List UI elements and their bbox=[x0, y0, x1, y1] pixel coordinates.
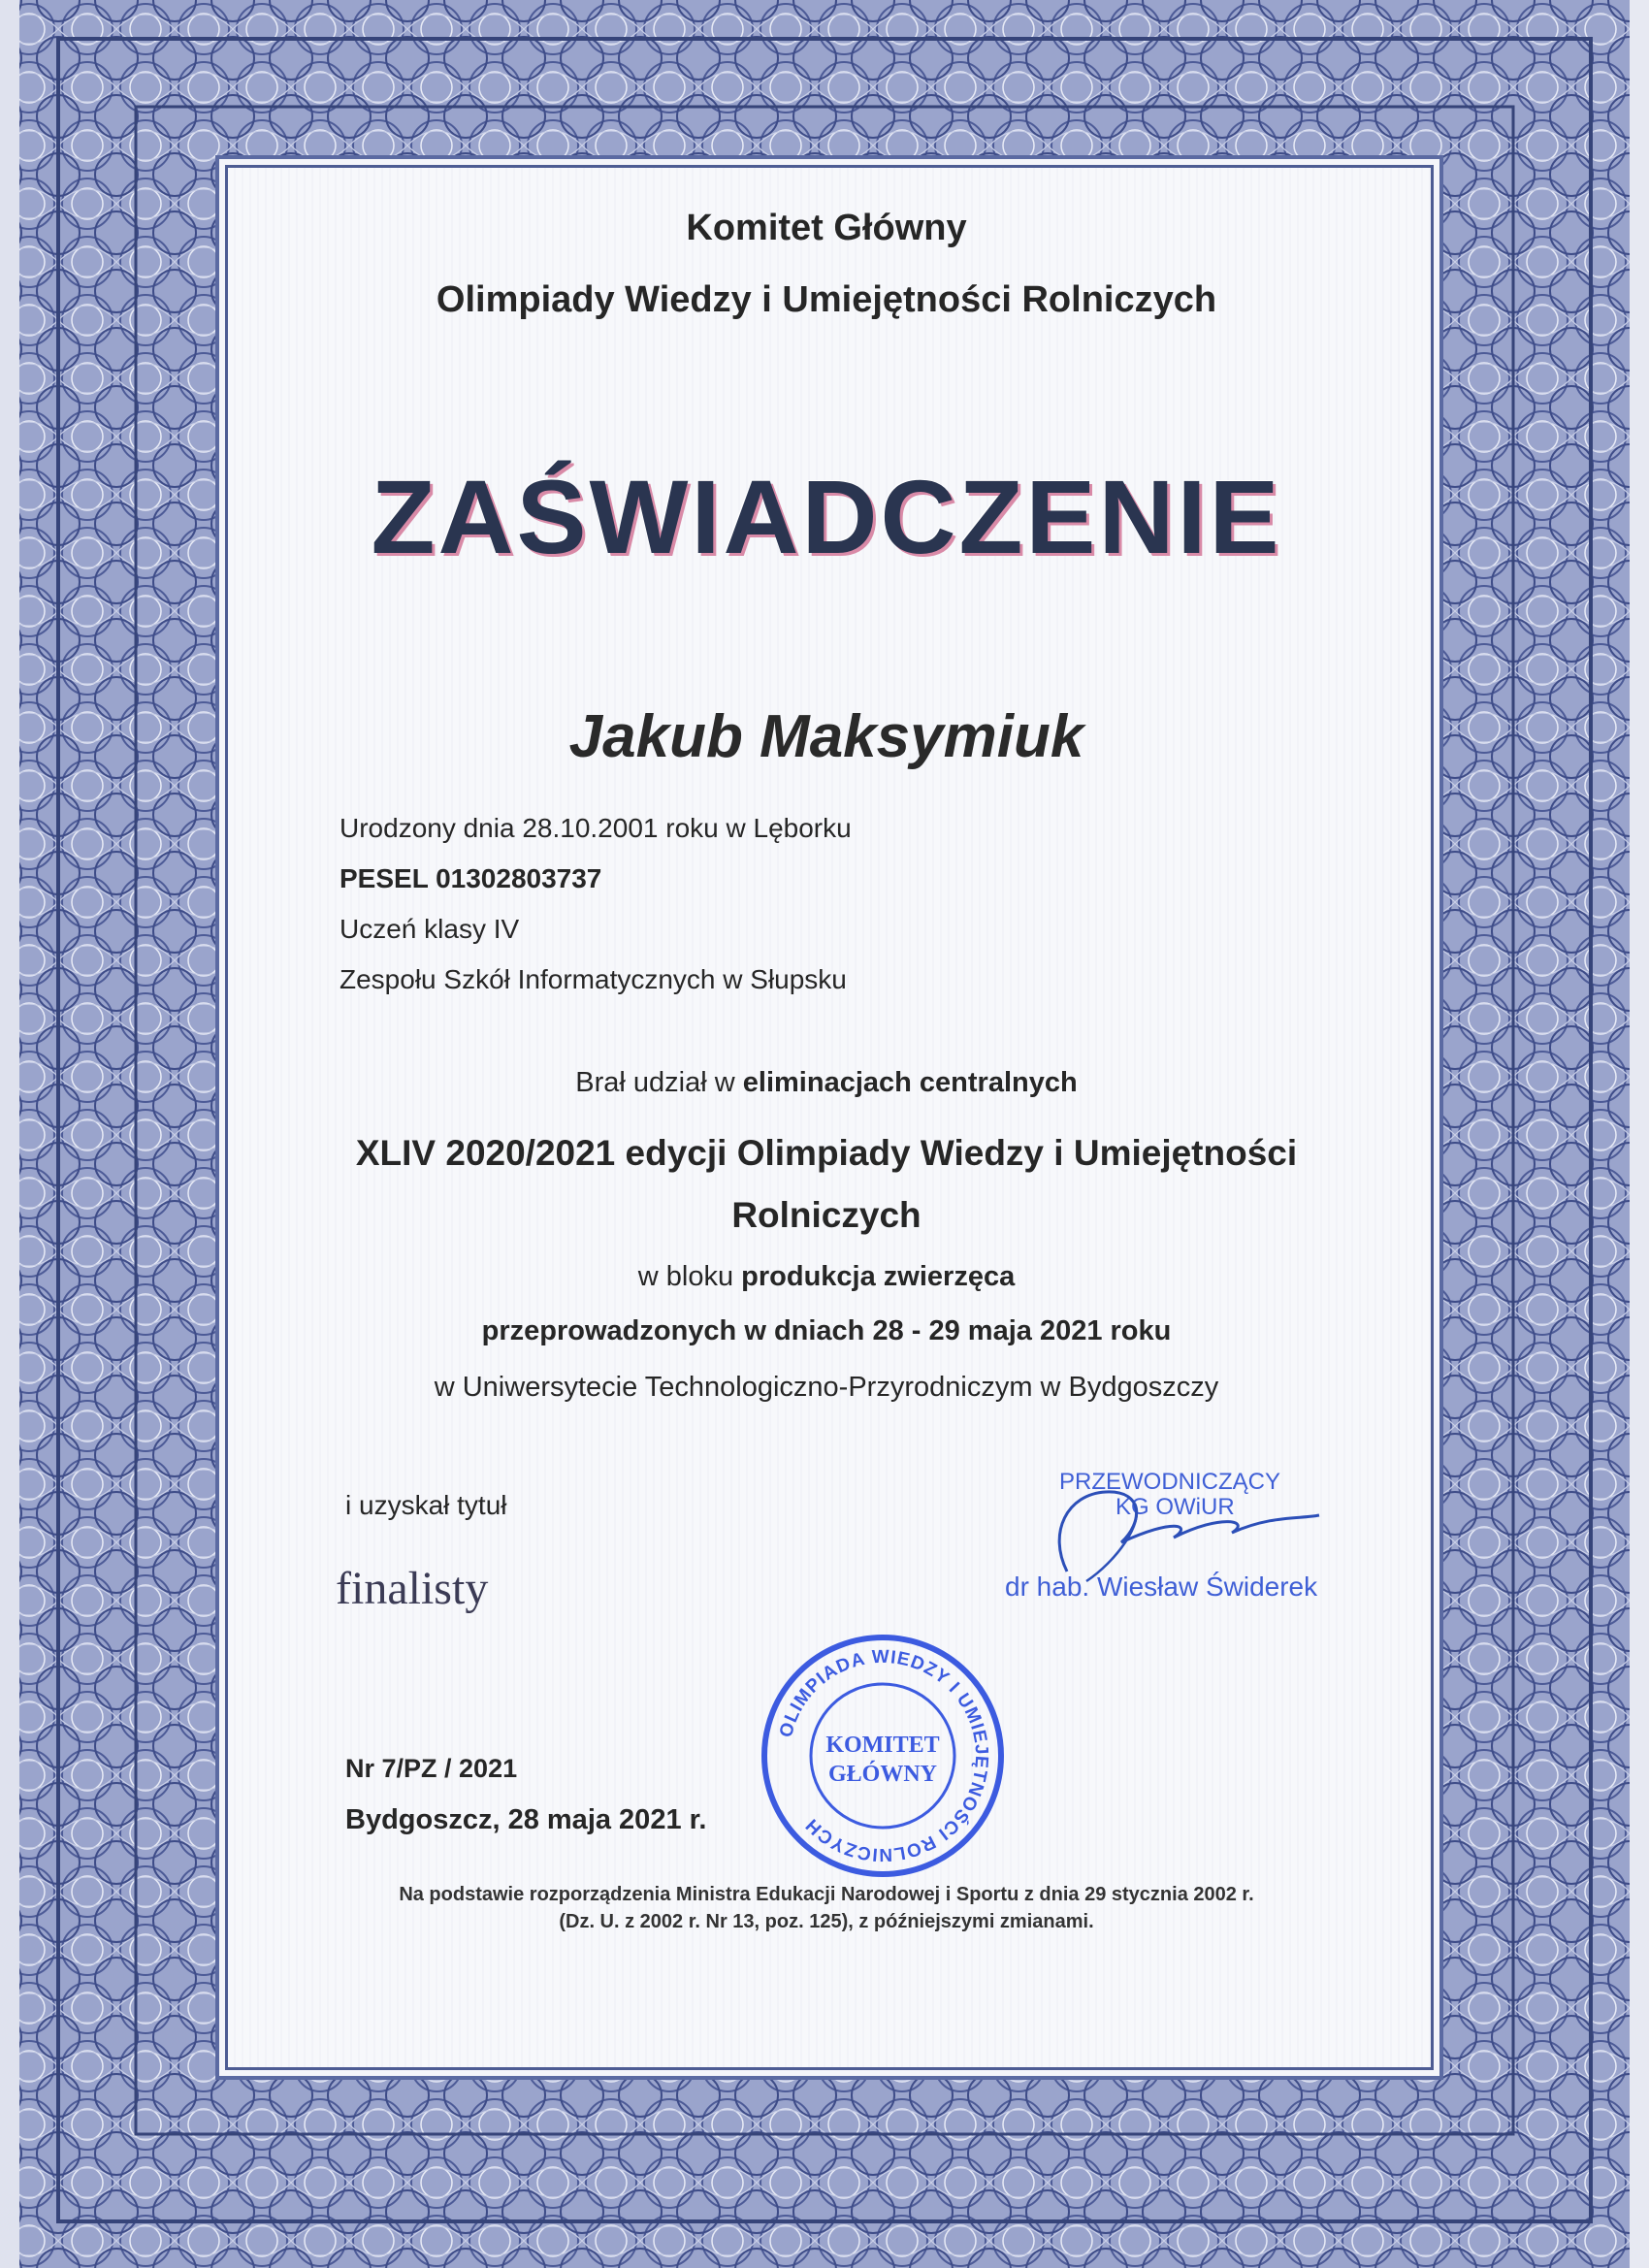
class-info: Uczeń klasy IV bbox=[340, 914, 520, 944]
header-line1: Komitet Główny bbox=[686, 208, 967, 248]
dates-line: przeprowadzonych w dniach 28 - 29 maja 2021 roku bbox=[481, 1315, 1172, 1346]
participation-text: Brał udział w bbox=[575, 1067, 743, 1098]
edition-line: XLIV 2020/2021 edycji Olimpiady Wiedzy i Umiejętności bbox=[355, 1133, 1298, 1173]
participation-line bbox=[225, 1067, 1428, 1099]
certificate-number: Nr 7/PZ / 2021 bbox=[345, 1754, 518, 1783]
edition-line-2: Rolniczych bbox=[731, 1195, 922, 1235]
header-line2: Olimpiady Wiedzy i Umiejętności Rolniczych bbox=[436, 279, 1217, 320]
birth-info: Urodzony dnia 28.10.2001 roku w Lęborku bbox=[340, 813, 852, 843]
seal-center-line2: GŁÓWNY bbox=[827, 1762, 938, 1787]
block-text: w bloku bbox=[637, 1261, 742, 1292]
seal-ring-text: OLIMPIADA WIEDZY I UMIEJĘTNOŚCI ROLNICZYCH bbox=[775, 1646, 992, 1865]
block-line bbox=[225, 1261, 1428, 1293]
seal-center-line1: KOMITET bbox=[825, 1733, 940, 1758]
signatory-name: dr hab. Wiesław Świderek bbox=[1005, 1571, 1318, 1602]
venue-line: w Uniwersytecie Technologiczno-Przyrodniczym w Bydgoszczy bbox=[434, 1372, 1219, 1403]
committee-seal bbox=[757, 1630, 1009, 1882]
recipient-name: Jakub Maksymiuk bbox=[568, 703, 1084, 770]
legal-basis-line2: (Dz. U. z 2002 r. Nr 13, poz. 125), z późniejszymi zmianami. bbox=[559, 1911, 1094, 1932]
legal-basis-line1: Na podstawie rozporządzenia Ministra Edukacji Narodowej i Sportu z dnia 29 stycznia 2002 r. bbox=[399, 1884, 1254, 1905]
place-date: Bydgoszcz, 28 maja 2021 r. bbox=[345, 1804, 707, 1835]
school-info: Zespołu Szkół Informatycznych w Słupsku bbox=[340, 964, 847, 994]
signatory-role-2: KG OWiUR bbox=[1116, 1494, 1235, 1520]
block-name: produkcja zwierzęca bbox=[741, 1261, 1016, 1292]
signatory-role: PRZEWODNICZĄCY bbox=[1059, 1469, 1280, 1495]
pesel-info: PESEL 01302803737 bbox=[340, 863, 602, 893]
award-title: finalisty bbox=[336, 1563, 489, 1614]
award-label: i uzyskał tytuł bbox=[345, 1490, 507, 1520]
document-title: ZAŚWIADCZENIE bbox=[371, 458, 1282, 575]
participation-stage: eliminacjach centralnych bbox=[742, 1067, 1078, 1098]
